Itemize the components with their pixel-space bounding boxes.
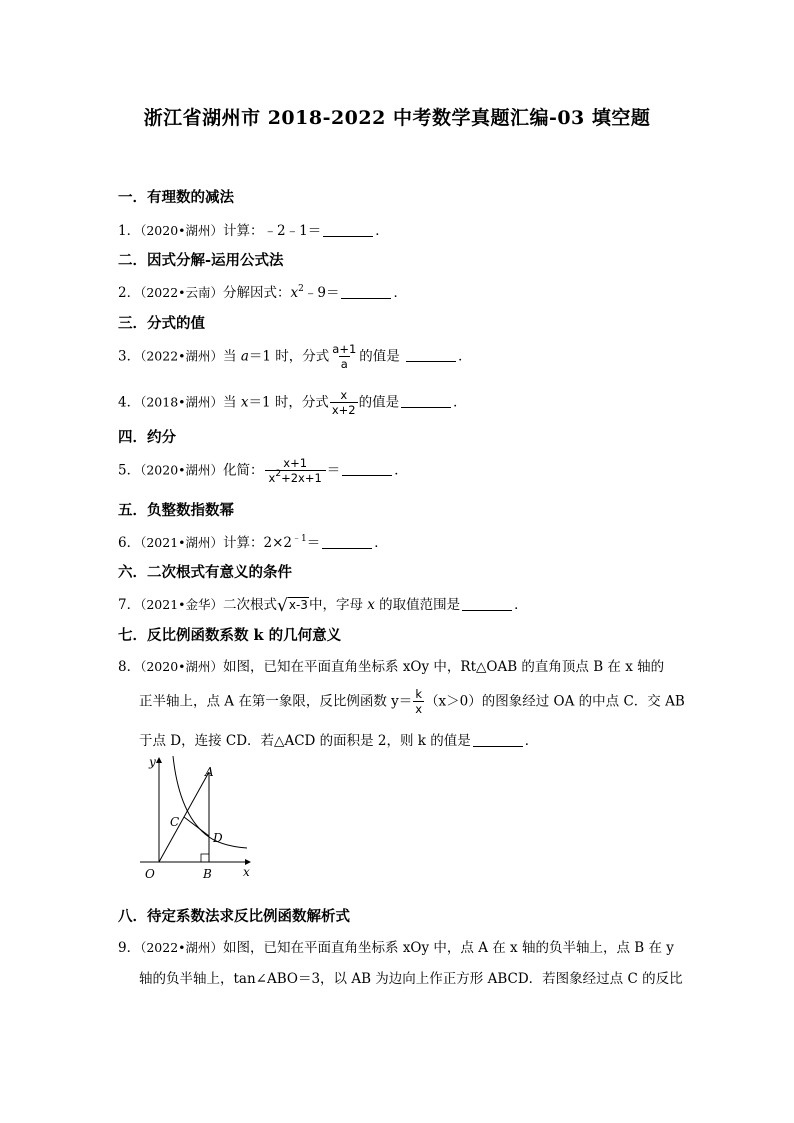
question-number: 2．: [118, 285, 141, 301]
question-6: [118, 531, 388, 551]
label-d: D: [213, 831, 223, 845]
question-source: （2020•湖州）: [140, 462, 224, 478]
section-heading: 三．分式的值: [118, 315, 205, 332]
exponent: 2: [275, 469, 282, 480]
denominator-variable: x: [268, 471, 276, 486]
question-source: （2022•云南）: [140, 285, 224, 300]
answer-blank[interactable]: [462, 597, 512, 612]
question-text: 中，字母: [308, 597, 368, 613]
question-text: 二次根式: [223, 597, 278, 613]
variable: a: [240, 348, 249, 365]
question-end: ．: [394, 462, 408, 479]
answer-blank[interactable]: [342, 462, 392, 477]
question-2: [118, 281, 407, 301]
question-text: 计算：﹣2﹣1＝: [223, 223, 322, 239]
variable: x: [240, 394, 249, 411]
variable: x: [290, 285, 299, 301]
fraction: [413, 687, 424, 717]
section-heading: 七．反比例函数系数 k 的几何意义: [118, 627, 342, 644]
radical-sign: √: [277, 596, 288, 616]
answer-blank[interactable]: [322, 535, 372, 550]
question-text: 于点 D，连接 CD．若△ACD 的面积是 2，则 k 的值是: [139, 733, 471, 749]
question-end: ．: [524, 733, 539, 749]
question-number: 5．: [118, 462, 141, 479]
question-source: （2022•湖州）: [140, 940, 224, 955]
fraction-numerator: x+1: [283, 456, 308, 470]
question-5: [118, 456, 408, 486]
exponent: ﹣1: [292, 534, 307, 544]
question-number: 8．: [118, 659, 141, 675]
question-number: 9．: [118, 940, 141, 956]
fraction-numerator: x: [340, 388, 348, 402]
question-text: （x＞0）的图象经过 OA 的中点 C．交 AB: [425, 693, 685, 710]
question-text: 的值是: [359, 348, 405, 365]
question-text: ＝: [326, 462, 341, 479]
label-y: y: [149, 755, 156, 769]
fraction-denominator: x+2: [331, 403, 356, 418]
answer-blank[interactable]: [341, 285, 391, 300]
question-text: 分解因式：: [223, 285, 291, 301]
answer-blank[interactable]: [406, 348, 456, 363]
exponent: 2: [298, 284, 304, 294]
question-number: 3．: [118, 348, 141, 365]
question-text: 正半轴上，点 A 在第一象限，反比例函数 y＝: [139, 693, 413, 710]
question-end: ．: [453, 394, 467, 411]
fraction-denominator: x: [415, 702, 423, 717]
question-9-line1: [118, 936, 674, 956]
denominator-rest: +2x+1: [281, 471, 322, 486]
question-text: ﹣9＝: [303, 285, 340, 301]
section-heading: 八．待定系数法求反比例函数解析式: [118, 908, 350, 925]
page-title: 浙江省湖州市 2018-2022 中考数学真题汇编-03 填空题: [143, 107, 651, 129]
question-number: 6．: [118, 535, 141, 551]
question-3: [118, 342, 472, 372]
fraction-numerator: k: [415, 687, 422, 701]
question-source: （2022•湖州）: [140, 348, 224, 364]
label-b: B: [203, 867, 212, 881]
section-heading: 一．有理数的减法: [118, 189, 234, 206]
question-text: 如图，已知在平面直角坐标系 xOy 中，点 A 在 x 轴的负半轴上，点 B 在 y: [223, 940, 674, 956]
question-text: 当: [223, 394, 241, 411]
fraction: [330, 342, 358, 372]
question-end: ．: [374, 535, 388, 551]
question-8-line3: [139, 729, 538, 749]
question-source: （2018•湖州）: [140, 394, 224, 410]
question-8-line1: [118, 655, 664, 675]
section-heading: 五．负整数指数幂: [118, 502, 234, 519]
question-end: ．: [514, 597, 528, 613]
question-source: （2021•金华）: [140, 597, 224, 612]
fraction-denominator: a: [340, 357, 348, 372]
question-source: （2021•湖州）: [140, 535, 224, 550]
section-heading: 六．二次根式有意义的条件: [118, 564, 292, 581]
label-x: x: [243, 865, 250, 879]
question-text: ＝1 时，分式: [248, 348, 330, 365]
fraction-denominator: [265, 470, 326, 485]
segment-cd: [184, 817, 209, 836]
question-end: ．: [458, 348, 472, 365]
question-text: 如图，已知在平面直角坐标系 xOy 中，Rt△OAB 的直角顶点 B 在 x 轴的: [223, 659, 665, 675]
label-c: C: [170, 815, 180, 829]
right-angle-mark: [201, 854, 209, 862]
question-end: ．: [375, 223, 389, 239]
radicand: x-3: [288, 598, 308, 612]
question-text: 的取值范围是: [374, 597, 461, 613]
question-number: 7．: [118, 597, 141, 613]
question-text: 轴的负半轴上，tan∠ABO＝3，以 AB 为边向上作正方形 ABCD．若图象经过点 C 的反比: [139, 971, 683, 987]
question-source: （2020•湖州）: [140, 223, 224, 238]
label-o: O: [145, 867, 155, 881]
fraction-numerator: a+1: [332, 342, 357, 356]
question-8-line2: [139, 687, 685, 717]
question-text: 当: [223, 348, 241, 365]
fraction: [265, 456, 326, 486]
question-4: [118, 388, 467, 418]
geometry-figure: [135, 752, 255, 882]
square-root: [277, 596, 309, 616]
variable: x: [367, 597, 375, 613]
label-a: A: [205, 765, 214, 779]
question-text: ＝: [306, 535, 321, 551]
question-1: [118, 219, 389, 239]
question-number: 4．: [118, 394, 141, 411]
answer-blank[interactable]: [401, 394, 451, 409]
question-text: ＝1 时，分式: [248, 394, 329, 411]
section-heading: 二．因式分解-运用公式法: [118, 252, 284, 269]
section-heading: 四．约分: [118, 429, 176, 446]
question-7: [118, 593, 528, 616]
answer-blank[interactable]: [473, 733, 523, 748]
question-9-line2: [139, 967, 683, 987]
question-text: 化简：: [223, 462, 264, 479]
question-end: ．: [393, 285, 407, 301]
question-source: （2020•湖州）: [140, 659, 224, 674]
question-text: 的值是: [358, 394, 400, 411]
question-number: 1．: [118, 223, 141, 239]
question-text: 计算：2×2: [223, 535, 293, 551]
fraction: [330, 388, 358, 418]
answer-blank[interactable]: [323, 223, 373, 238]
